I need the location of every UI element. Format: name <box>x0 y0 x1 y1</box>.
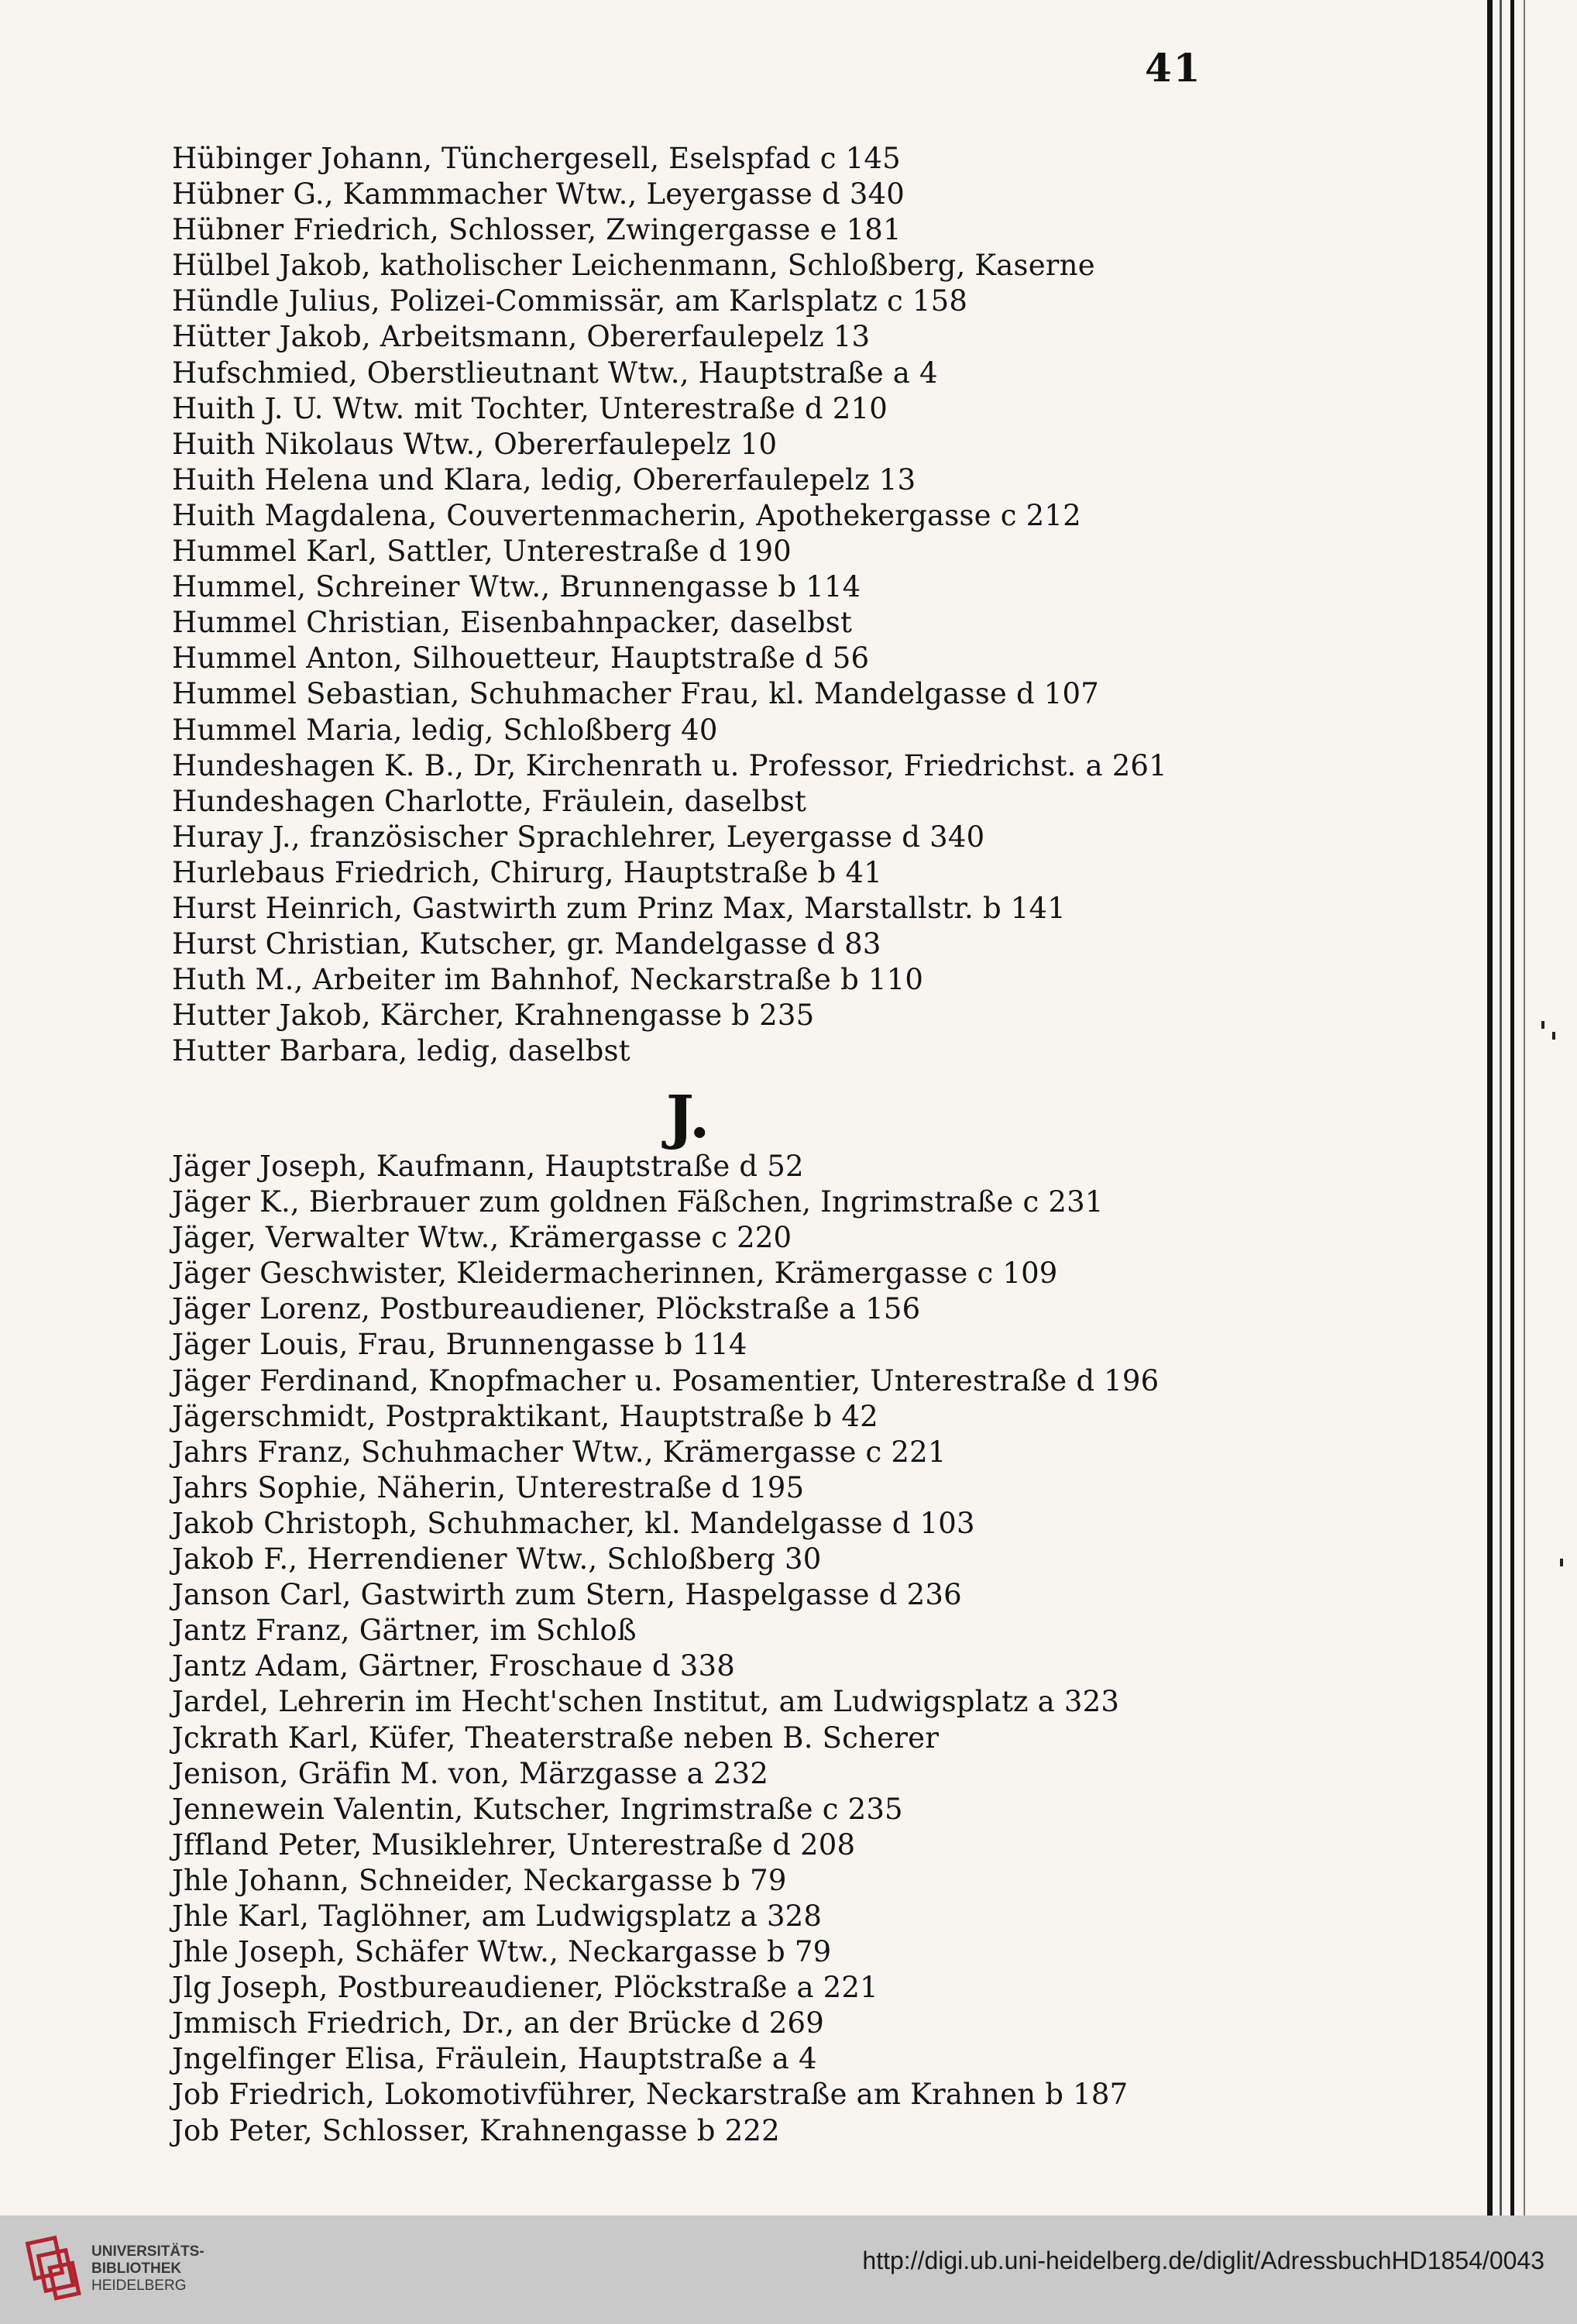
directory-entry: Huth M., Arbeiter im Bahnhof, Neckarstraße b 110 <box>172 963 924 997</box>
directory-entry: Hündle Julius, Polizei-Commissär, am Karlsplatz c 158 <box>172 284 968 318</box>
directory-entry: Huith Magdalena, Couvertenmacherin, Apothekergasse c 212 <box>172 498 1081 532</box>
directory-entry: Jägerschmidt, Postpraktikant, Hauptstraße b 42 <box>172 1399 878 1433</box>
directory-entry: Jäger Lorenz, Postbureaudiener, Plöckstraße a 156 <box>172 1292 921 1326</box>
directory-entries-h <box>172 141 1241 1069</box>
directory-entry: Hundeshagen K. B., Dr, Kirchenrath u. Professor, Friedrichst. a 261 <box>172 748 1167 782</box>
scan-speck <box>1560 1559 1563 1566</box>
scan-speck <box>1541 1021 1544 1029</box>
directory-entry: Jakob F., Herrendiener Wtw., Schloßberg 30 <box>172 1542 822 1576</box>
directory-entry: Jckrath Karl, Küfer, Theaterstraße neben B. Scherer <box>172 1721 940 1755</box>
directory-entry: Hutter Jakob, Kärcher, Krahnengasse b 235 <box>172 999 815 1033</box>
directory-entry: Hurst Heinrich, Gastwirth zum Prinz Max, Marstallstr. b 141 <box>172 891 1067 925</box>
directory-entry: Jakob Christoph, Schuhmacher, kl. Mandelgasse d 103 <box>172 1506 975 1540</box>
library-footer <box>0 2216 1577 2324</box>
directory-entry: Jffland Peter, Musiklehrer, Unterestraße d 208 <box>172 1827 856 1862</box>
directory-entry: Huith Helena und Klara, ledig, Obererfaulepelz 13 <box>172 462 916 497</box>
directory-entry: Jhle Karl, Taglöhner, am Ludwigsplatz a 328 <box>172 1899 823 1933</box>
section-heading: J. <box>666 1082 710 1151</box>
directory-entry: Jäger Louis, Frau, Brunnengasse b 114 <box>172 1328 747 1362</box>
directory-entry: Hummel Anton, Silhouetteur, Hauptstraße d 56 <box>172 641 870 676</box>
directory-entry: Hummel, Schreiner Wtw., Brunnengasse b 114 <box>172 570 861 604</box>
directory-entry: Jahrs Franz, Schuhmacher Wtw., Krämergasse c 221 <box>172 1435 947 1469</box>
directory-entry: Jantz Adam, Gärtner, Froschaue d 338 <box>172 1649 735 1683</box>
directory-entry: Jäger Ferdinand, Knopfmacher u. Posamentier, Unterestraße d 196 <box>172 1363 1160 1397</box>
directory-entry: Janson Carl, Gastwirth zum Stern, Haspelgasse d 236 <box>172 1578 962 1612</box>
directory-entry: Jngelfinger Elisa, Fräulein, Hauptstraße a 4 <box>172 2042 817 2076</box>
directory-entry: Job Peter, Schlosser, Krahnengasse b 222 <box>172 2113 780 2147</box>
directory-entry: Hufschmied, Oberstlieutnant Wtw., Hauptstraße a 4 <box>172 356 938 390</box>
directory-entry: Hutter Barbara, ledig, daselbst <box>172 1034 630 1068</box>
directory-entry: Jäger K., Bierbrauer zum goldnen Fäßchen, Ingrimstraße c 231 <box>172 1185 1104 1219</box>
directory-entry: Jlg Joseph, Postbureaudiener, Plöckstraße a 221 <box>172 1971 878 2005</box>
library-name-line: BIBLIOTHEK <box>91 2260 182 2277</box>
directory-entry: Jäger Joseph, Kaufmann, Hauptstraße d 52 <box>172 1150 804 1183</box>
ub-heidelberg-logo-icon[interactable] <box>23 2229 85 2307</box>
scan-edge-line <box>1487 0 1493 2216</box>
scan-edge-line <box>1500 0 1502 2216</box>
directory-entry: Jenison, Gräfin M. von, Märzgasse a 232 <box>172 1756 769 1790</box>
directory-entry: Jäger Geschwister, Kleidermacherinnen, Krämergasse c 109 <box>172 1257 1058 1291</box>
directory-entry: Huray J., französischer Sprachlehrer, Leyergasse d 340 <box>172 820 985 854</box>
directory-entry: Hurst Christian, Kutscher, gr. Mandelgasse d 83 <box>172 927 881 961</box>
directory-entry: Jhle Johann, Schneider, Neckargasse b 79 <box>172 1863 787 1897</box>
directory-entry: Hurlebaus Friedrich, Chirurg, Hauptstraße b 41 <box>172 855 883 889</box>
directory-entry: Hübner Friedrich, Schlosser, Zwingergasse e 181 <box>172 213 902 247</box>
directory-entry: Jantz Franz, Gärtner, im Schloß <box>172 1614 637 1648</box>
directory-entry: Hübinger Johann, Tünchergesell, Eselspfad c 145 <box>172 142 901 175</box>
scan-edge-line <box>1510 0 1514 2216</box>
directory-entries-j <box>172 1149 1241 2149</box>
directory-entry: Hummel Christian, Eisenbahnpacker, daselbst <box>172 606 853 640</box>
library-name <box>91 2243 204 2295</box>
directory-entry: Huith Nikolaus Wtw., Obererfaulepelz 10 <box>172 427 778 461</box>
scan-edge-line <box>1524 0 1525 2216</box>
permalink-url[interactable]: http://digi.ub.uni-heidelberg.de/diglit/AdressbuchHD1854/0043 <box>862 2247 1544 2274</box>
directory-entry: Jmmisch Friedrich, Dr., an der Brücke d 269 <box>172 2006 824 2040</box>
library-name-line: HEIDELBERG <box>91 2278 187 2294</box>
directory-entry: Hülbel Jakob, katholischer Leichenmann, Schloßberg, Kaserne <box>172 249 1095 283</box>
directory-entry: Jardel, Lehrerin im Hecht'schen Institut, am Ludwigsplatz a 323 <box>172 1685 1120 1719</box>
directory-entry: Hummel Karl, Sattler, Unterestraße d 190 <box>172 535 792 569</box>
library-name-line: UNIVERSITÄTS- <box>91 2243 204 2260</box>
directory-entry: Jäger, Verwalter Wtw., Krämergasse c 220 <box>172 1221 792 1255</box>
directory-entry: Hundeshagen Charlotte, Fräulein, daselbst <box>172 784 807 818</box>
directory-entry: Jahrs Sophie, Näherin, Unterestraße d 195 <box>172 1470 805 1504</box>
directory-entry: Hummel Sebastian, Schuhmacher Frau, kl. Mandelgasse d 107 <box>172 677 1100 711</box>
directory-entry: Jennewein Valentin, Kutscher, Ingrimstraße c 235 <box>172 1792 903 1826</box>
directory-entry: Jhle Joseph, Schäfer Wtw., Neckargasse b 79 <box>172 1935 832 1969</box>
directory-entry: Hummel Maria, ledig, Schloßberg 40 <box>172 713 718 747</box>
directory-entry: Hütter Jakob, Arbeitsmann, Obererfaulepelz 13 <box>172 320 871 354</box>
directory-entry: Huith J. U. Wtw. mit Tochter, Unterestraße d 210 <box>172 391 888 425</box>
scan-speck <box>1552 1032 1555 1040</box>
page-number: 41 <box>1145 45 1202 91</box>
directory-entry: Hübner G., Kammmacher Wtw., Leyergasse d 340 <box>172 177 905 211</box>
directory-entry: Job Friedrich, Lokomotivführer, Neckarstraße am Krahnen b 187 <box>172 2078 1129 2112</box>
